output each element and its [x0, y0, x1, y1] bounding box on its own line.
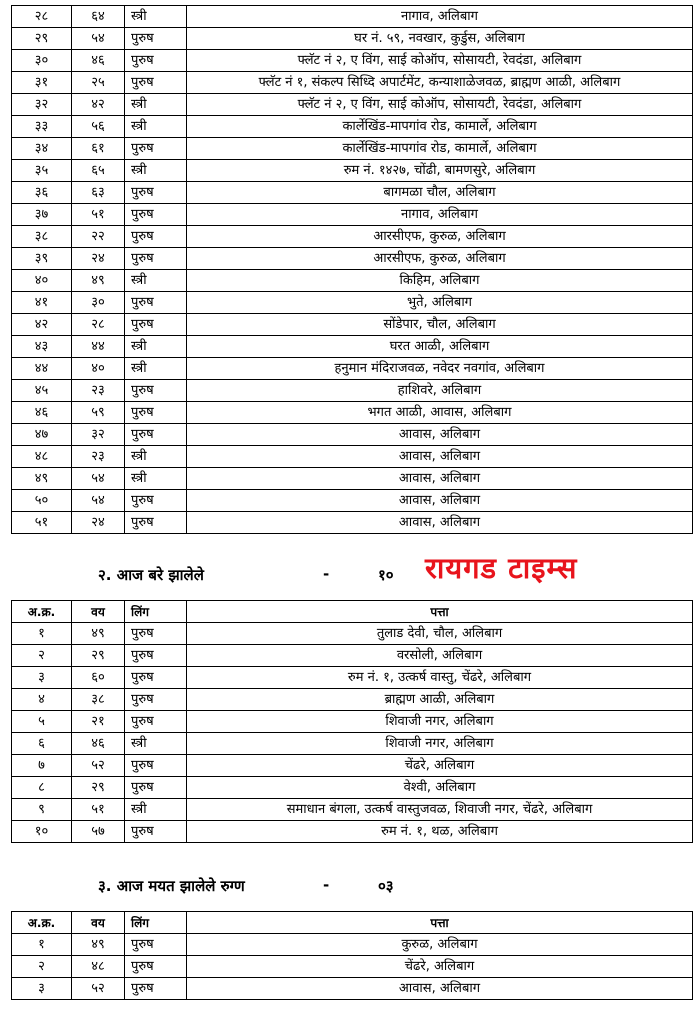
- gender-cell: पुरुष: [125, 978, 187, 1000]
- table-row: [12, 623, 693, 645]
- table-row: [12, 777, 693, 799]
- gender-cell: स्त्री: [125, 733, 187, 755]
- table-row: [12, 956, 693, 978]
- serial-cell: ३५: [12, 160, 72, 182]
- table-row: [12, 755, 693, 777]
- table-row: [12, 50, 693, 72]
- age-cell: ४२: [72, 94, 125, 116]
- gender-cell: पुरुष: [125, 667, 187, 689]
- serial-cell: ४३: [12, 336, 72, 358]
- serial-cell: २९: [12, 28, 72, 50]
- serial-cell: ४: [12, 689, 72, 711]
- address-cell: घर नं. ५९, नवखार, कुर्डुस, अलिबाग: [187, 28, 693, 50]
- deceased-table: [11, 911, 693, 1000]
- serial-cell: ४०: [12, 270, 72, 292]
- table-row: [12, 138, 693, 160]
- address-cell: आवास, अलिबाग: [187, 468, 693, 490]
- age-cell: ५१: [72, 799, 125, 821]
- table1-body: [12, 6, 693, 534]
- address-cell: हाशिवरे, अलिबाग: [187, 380, 693, 402]
- serial-cell: ४९: [12, 468, 72, 490]
- address-cell: आवास, अलिबाग: [187, 446, 693, 468]
- age-cell: २३: [72, 446, 125, 468]
- age-cell: ६०: [72, 667, 125, 689]
- table-row: [12, 292, 693, 314]
- age-cell: २१: [72, 711, 125, 733]
- age-cell: २४: [72, 512, 125, 534]
- address-cell: नागाव, अलिबाग: [187, 204, 693, 226]
- col-age-header: वय: [72, 912, 125, 934]
- age-cell: ४०: [72, 358, 125, 380]
- serial-cell: २: [12, 956, 72, 978]
- gender-cell: स्त्री: [125, 446, 187, 468]
- table-row: [12, 248, 693, 270]
- age-cell: ४६: [72, 733, 125, 755]
- age-cell: ६४: [72, 6, 125, 28]
- section2-count: १०: [378, 566, 394, 584]
- serial-cell: २८: [12, 6, 72, 28]
- age-cell: २९: [72, 645, 125, 667]
- address-cell: भुते, अलिबाग: [187, 292, 693, 314]
- address-cell: आरसीएफ, कुरुळ, अलिबाग: [187, 226, 693, 248]
- table-row: [12, 116, 693, 138]
- section3-dash: -: [323, 876, 330, 894]
- age-cell: ४६: [72, 50, 125, 72]
- serial-cell: ३४: [12, 138, 72, 160]
- age-cell: ५४: [72, 490, 125, 512]
- gender-cell: पुरुष: [125, 314, 187, 336]
- address-cell: आवास, अलिबाग: [187, 424, 693, 446]
- address-cell: सोंडेपार, चौल, अलिबाग: [187, 314, 693, 336]
- gender-cell: पुरुष: [125, 226, 187, 248]
- gender-cell: स्त्री: [125, 160, 187, 182]
- gender-cell: पुरुष: [125, 248, 187, 270]
- serial-cell: ४२: [12, 314, 72, 336]
- serial-cell: ३७: [12, 204, 72, 226]
- age-cell: ४९: [72, 270, 125, 292]
- table-row: [12, 336, 693, 358]
- gender-cell: पुरुष: [125, 204, 187, 226]
- age-cell: २९: [72, 777, 125, 799]
- address-cell: आरसीएफ, कुरुळ, अलिबाग: [187, 248, 693, 270]
- table-row: [12, 358, 693, 380]
- age-cell: ४४: [72, 336, 125, 358]
- table-row: [12, 28, 693, 50]
- serial-cell: १: [12, 934, 72, 956]
- address-cell: वेश्वी, अलिबाग: [187, 777, 693, 799]
- table-row: [12, 934, 693, 956]
- address-cell: समाधान बंगला, उत्कर्ष वास्तुजवळ, शिवाजी नगर, चेंढरे, अलिबाग: [187, 799, 693, 821]
- gender-cell: पुरुष: [125, 956, 187, 978]
- active-patients-table: [11, 5, 693, 534]
- address-cell: किहिम, अलिबाग: [187, 270, 693, 292]
- serial-cell: १०: [12, 821, 72, 843]
- col-serial-header: अ.क्र.: [12, 601, 72, 623]
- table-row: [12, 226, 693, 248]
- age-cell: ४९: [72, 934, 125, 956]
- gender-cell: स्त्री: [125, 336, 187, 358]
- gender-cell: स्त्री: [125, 358, 187, 380]
- age-cell: ५९: [72, 402, 125, 424]
- address-cell: घरत आळी, अलिबाग: [187, 336, 693, 358]
- gender-cell: पुरुष: [125, 380, 187, 402]
- address-cell: आवास, अलिबाग: [187, 978, 693, 1000]
- table-row: [12, 6, 693, 28]
- raigad-times-logo: रायगड टाइम्स: [425, 551, 578, 585]
- serial-cell: ४४: [12, 358, 72, 380]
- gender-cell: पुरुष: [125, 138, 187, 160]
- gender-cell: स्त्री: [125, 468, 187, 490]
- age-cell: ५१: [72, 204, 125, 226]
- gender-cell: पुरुष: [125, 72, 187, 94]
- serial-cell: ७: [12, 755, 72, 777]
- gender-cell: पुरुष: [125, 755, 187, 777]
- table-row: [12, 446, 693, 468]
- gender-cell: पुरुष: [125, 424, 187, 446]
- col-gender-header: लिंग: [125, 601, 187, 623]
- gender-cell: स्त्री: [125, 799, 187, 821]
- table-row: [12, 821, 693, 843]
- serial-cell: ३: [12, 978, 72, 1000]
- gender-cell: पुरुष: [125, 28, 187, 50]
- gender-cell: पुरुष: [125, 512, 187, 534]
- address-cell: फ्लॅट नं २, ए विंग, साई कोऑप, सोसायटी, रेवदंडा, अलिबाग: [187, 50, 693, 72]
- address-cell: फ्लॅट नं १, संकल्प सिध्दि अपार्टमेंट, कन्याशाळेजवळ, ब्राह्मण आळी, अलिबाग: [187, 72, 693, 94]
- serial-cell: ३८: [12, 226, 72, 248]
- address-cell: तुलाड देवी, चौल, अलिबाग: [187, 623, 693, 645]
- table-row: [12, 733, 693, 755]
- table-row: [12, 711, 693, 733]
- table-row: [12, 270, 693, 292]
- address-cell: नागाव, अलिबाग: [187, 6, 693, 28]
- age-cell: ५२: [72, 755, 125, 777]
- serial-cell: ३९: [12, 248, 72, 270]
- table-row: [12, 689, 693, 711]
- serial-cell: ८: [12, 777, 72, 799]
- address-cell: आवास, अलिबाग: [187, 490, 693, 512]
- address-cell: भगत आळी, आवास, अलिबाग: [187, 402, 693, 424]
- gender-cell: पुरुष: [125, 292, 187, 314]
- gender-cell: स्त्री: [125, 6, 187, 28]
- table-row: [12, 512, 693, 534]
- table-row: [12, 667, 693, 689]
- address-cell: कार्लेखिंड-मापगांव रोड, कामार्ले, अलिबाग: [187, 116, 693, 138]
- age-cell: ५७: [72, 821, 125, 843]
- serial-cell: २: [12, 645, 72, 667]
- table-row: [12, 204, 693, 226]
- gender-cell: पुरुष: [125, 711, 187, 733]
- age-cell: २२: [72, 226, 125, 248]
- serial-cell: ३: [12, 667, 72, 689]
- address-cell: वरसोली, अलिबाग: [187, 645, 693, 667]
- gender-cell: पुरुष: [125, 402, 187, 424]
- gender-cell: स्त्री: [125, 270, 187, 292]
- table-row: [12, 182, 693, 204]
- age-cell: २५: [72, 72, 125, 94]
- address-cell: आवास, अलिबाग: [187, 512, 693, 534]
- table-row: [12, 468, 693, 490]
- age-cell: ३२: [72, 424, 125, 446]
- serial-cell: १: [12, 623, 72, 645]
- serial-cell: ४७: [12, 424, 72, 446]
- address-cell: शिवाजी नगर, अलिबाग: [187, 733, 693, 755]
- gender-cell: पुरुष: [125, 821, 187, 843]
- age-cell: ३०: [72, 292, 125, 314]
- address-cell: ब्राह्मण आळी, अलिबाग: [187, 689, 693, 711]
- table-row: [12, 490, 693, 512]
- section2-heading: २. आज बरे झालेले: [98, 566, 204, 584]
- gender-cell: पुरुष: [125, 645, 187, 667]
- section2-dash: -: [323, 565, 330, 583]
- table-row: [12, 424, 693, 446]
- table-row: [12, 72, 693, 94]
- section3-heading: ३. आज मयत झालेले रुग्ण: [98, 877, 245, 895]
- age-cell: ५४: [72, 28, 125, 50]
- address-cell: चेंढरे, अलिबाग: [187, 956, 693, 978]
- table-row: [12, 645, 693, 667]
- serial-cell: ३३: [12, 116, 72, 138]
- address-cell: रुम नं. १, थळ, अलिबाग: [187, 821, 693, 843]
- address-cell: कार्लेखिंड-मापगांव रोड, कामार्ले, अलिबाग: [187, 138, 693, 160]
- serial-cell: ४८: [12, 446, 72, 468]
- age-cell: २३: [72, 380, 125, 402]
- serial-cell: ९: [12, 799, 72, 821]
- recovered-table: [11, 600, 693, 843]
- col-serial-header: अ.क्र.: [12, 912, 72, 934]
- age-cell: २८: [72, 314, 125, 336]
- table2-body: [12, 623, 693, 843]
- gender-cell: पुरुष: [125, 490, 187, 512]
- serial-cell: ३२: [12, 94, 72, 116]
- serial-cell: ४५: [12, 380, 72, 402]
- age-cell: ६१: [72, 138, 125, 160]
- age-cell: ५४: [72, 468, 125, 490]
- table-row: [12, 799, 693, 821]
- age-cell: ४८: [72, 956, 125, 978]
- table-row: [12, 314, 693, 336]
- age-cell: ३८: [72, 689, 125, 711]
- address-cell: शिवाजी नगर, अलिबाग: [187, 711, 693, 733]
- gender-cell: पुरुष: [125, 50, 187, 72]
- table-row: [12, 978, 693, 1000]
- col-age-header: वय: [72, 601, 125, 623]
- table-row: [12, 380, 693, 402]
- address-cell: बागमळा चौल, अलिबाग: [187, 182, 693, 204]
- gender-cell: पुरुष: [125, 623, 187, 645]
- gender-cell: पुरुष: [125, 182, 187, 204]
- gender-cell: पुरुष: [125, 934, 187, 956]
- serial-cell: ३१: [12, 72, 72, 94]
- serial-cell: ५: [12, 711, 72, 733]
- address-cell: रुम नं. १, उत्कर्ष वास्तु, चेंढरे, अलिबाग: [187, 667, 693, 689]
- col-gender-header: लिंग: [125, 912, 187, 934]
- age-cell: ४९: [72, 623, 125, 645]
- serial-cell: ३०: [12, 50, 72, 72]
- section3-count: ०३: [378, 877, 394, 895]
- table3-body: [12, 934, 693, 1000]
- serial-cell: ३६: [12, 182, 72, 204]
- table-header-row: [12, 912, 693, 934]
- age-cell: ५२: [72, 978, 125, 1000]
- age-cell: ५६: [72, 116, 125, 138]
- address-cell: फ्लॅट नं २, ए विंग, साई कोऑप, सोसायटी, रेवदंडा, अलिबाग: [187, 94, 693, 116]
- gender-cell: स्त्री: [125, 116, 187, 138]
- address-cell: कुरुळ, अलिबाग: [187, 934, 693, 956]
- gender-cell: पुरुष: [125, 689, 187, 711]
- gender-cell: पुरुष: [125, 777, 187, 799]
- col-address-header: पत्ता: [187, 912, 693, 934]
- age-cell: ६५: [72, 160, 125, 182]
- gender-cell: स्त्री: [125, 94, 187, 116]
- serial-cell: ४१: [12, 292, 72, 314]
- table-header-row: [12, 601, 693, 623]
- col-address-header: पत्ता: [187, 601, 693, 623]
- table-row: [12, 160, 693, 182]
- address-cell: रुम नं. १४२७, चोंढी, बामणसुरे, अलिबाग: [187, 160, 693, 182]
- table-row: [12, 94, 693, 116]
- serial-cell: ५०: [12, 490, 72, 512]
- address-cell: हनुमान मंदिराजवळ, नवेदर नवगांव, अलिबाग: [187, 358, 693, 380]
- address-cell: चेंढरे, अलिबाग: [187, 755, 693, 777]
- age-cell: २४: [72, 248, 125, 270]
- serial-cell: ६: [12, 733, 72, 755]
- age-cell: ६३: [72, 182, 125, 204]
- table-row: [12, 402, 693, 424]
- serial-cell: ४६: [12, 402, 72, 424]
- serial-cell: ५१: [12, 512, 72, 534]
